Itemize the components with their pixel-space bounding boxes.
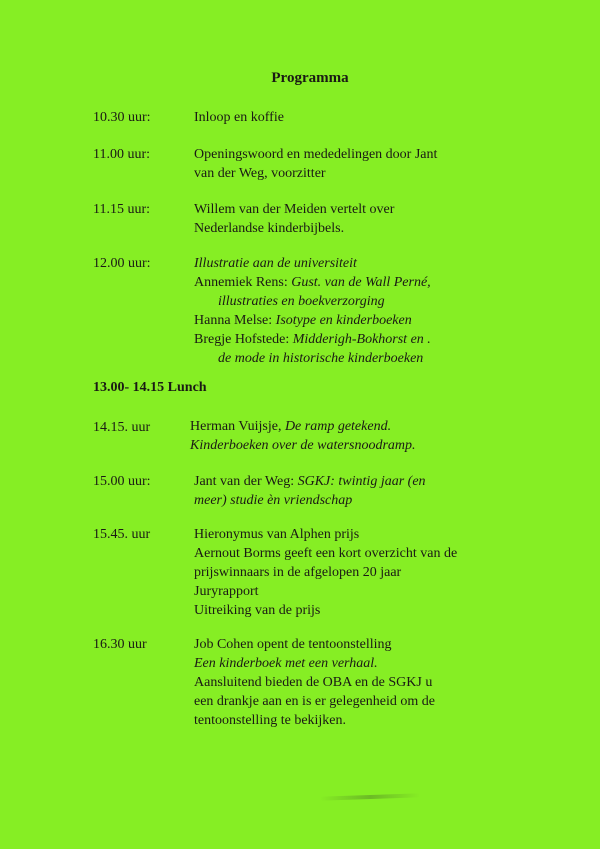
- desc-line: Job Cohen opent de tentoonstelling: [194, 637, 392, 652]
- paper-smudge: [320, 793, 420, 800]
- desc-1545: [194, 525, 457, 620]
- desc-1630: [194, 635, 435, 730]
- desc-line: Kinderboeken over de watersnoodramp.: [190, 438, 416, 453]
- page-title: Programma: [271, 70, 349, 86]
- time-1545: 15.45. uur: [93, 527, 151, 542]
- desc-line: Aansluitend bieden de OBA en de SGKJ u: [194, 675, 433, 690]
- desc-line: Uitreiking van de prijs: [194, 603, 321, 618]
- desc-1500: [194, 472, 426, 510]
- time-1030: 10.30 uur:: [93, 110, 151, 125]
- desc-1200: [194, 254, 431, 368]
- desc-line: Nederlandse kinderbijbels.: [194, 221, 345, 236]
- desc-1030: [194, 108, 284, 127]
- time-1415: 14.15. uur: [93, 420, 151, 435]
- time-1200: 12.00 uur:: [93, 256, 151, 271]
- time-1115: 11.15 uur:: [93, 202, 151, 217]
- desc-line: Jant van der Weg: SGKJ: twintig jaar (en: [194, 474, 426, 489]
- desc-line: tentoonstelling te bekijken.: [194, 713, 347, 728]
- desc-line: Bregje Hofstede: Midderigh-Bokhorst en .: [194, 332, 431, 347]
- desc-line: een drankje aan en is er gelegenheid om de: [194, 694, 436, 709]
- desc-line: meer) studie èn vriendschap: [194, 493, 353, 508]
- desc-line: Inloop en koffie: [194, 110, 284, 125]
- desc-line: Herman Vuijsje, De ramp getekend.: [190, 419, 392, 434]
- desc-line: Annemiek Rens: Gust. van de Wall Perné,: [194, 275, 431, 290]
- desc-line: Illustratie aan de universiteit: [194, 256, 357, 271]
- time-1630: 16.30 uur: [93, 637, 147, 652]
- desc-line: de mode in historische kinderboeken: [218, 351, 424, 366]
- desc-line: Hieronymus van Alphen prijs: [194, 527, 360, 542]
- time-1500: 15.00 uur:: [93, 474, 151, 489]
- desc-line: illustraties en boekverzorging: [218, 294, 385, 309]
- desc-line: Juryrapport: [194, 584, 259, 599]
- desc-1415: [190, 417, 416, 455]
- desc-line: Hanna Melse: Isotype en kinderboeken: [194, 313, 412, 328]
- desc-1100: [194, 145, 437, 183]
- desc-line: Willem van der Meiden vertelt over: [194, 202, 395, 217]
- desc-line: Aernout Borms geeft een kort overzicht van de: [194, 546, 458, 561]
- time-1100: 11.00 uur:: [93, 147, 151, 162]
- desc-line: Openingswoord en mededelingen door Jant: [194, 147, 438, 162]
- desc-1115: [194, 200, 394, 238]
- desc-line: van der Weg, voorzitter: [194, 166, 326, 181]
- lunch-heading: 13.00- 14.15 Lunch: [93, 380, 207, 395]
- desc-line: prijswinnaars in de afgelopen 20 jaar: [194, 565, 402, 580]
- desc-line: Een kinderboek met een verhaal.: [194, 656, 378, 671]
